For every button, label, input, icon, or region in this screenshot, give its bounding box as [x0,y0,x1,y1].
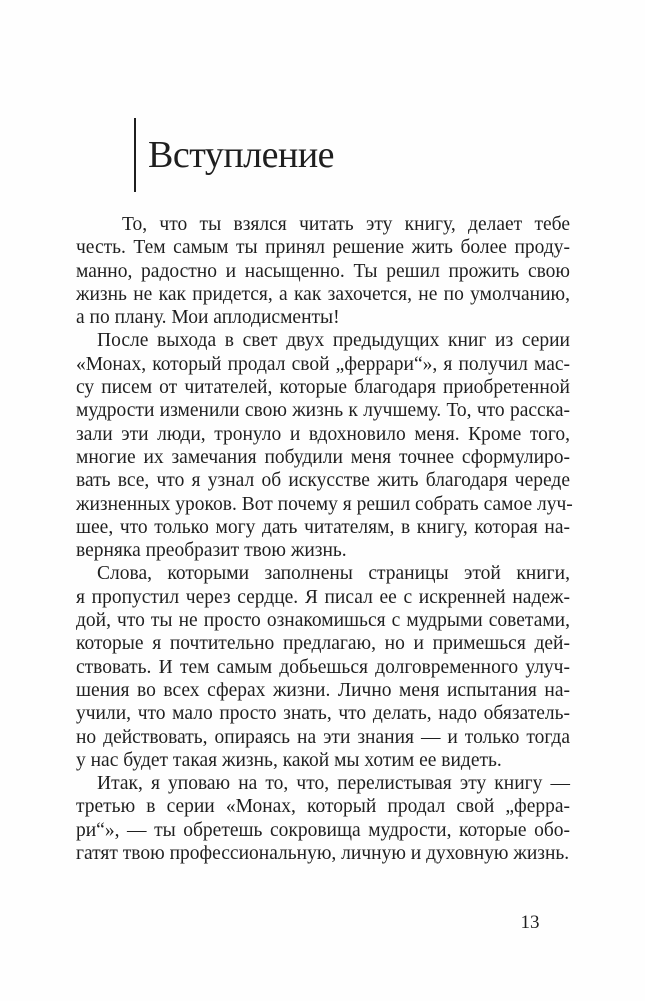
page-number: 13 [520,912,540,933]
text-line: То, что ты взялся читать эту книгу, делает тебе [122,214,570,235]
text-line: ствовать. И тем самым добьешься долговременного улуч- [76,656,570,678]
text-line: После выхода в свет двух предыдущих книг из серии [97,330,570,352]
paragraph [76,329,573,562]
text-line: третью в серии «Монах, который продал свой „ферра- [76,796,570,818]
paragraph [76,562,570,772]
text-line: но действовать, опираясь на эти знания — и только тогда [76,726,570,748]
text-line: ри“», — ты обретешь сокровища мудрости, которые обо- [76,819,570,841]
text-line: мудрости изменили свою жизнь к лучшему. То, что расска- [76,400,570,422]
text-line: учили, что мало просто знать, что делать, надо обязатель- [76,703,570,725]
text-line: шее, что только могу дать читателям, в книгу, которая на- [76,516,570,538]
text-line: верняка преобразит твою жизнь. [76,540,347,562]
chapter-heading [134,118,334,192]
text-line: вать все, что я узнал об искусстве жить благодаря череде [76,470,570,492]
text-line: Слова, которыми заполнены страницы этой книги, [97,563,570,585]
text-line: жизненных уроков. Вот почему я решил собрать самое луч- [76,493,573,515]
text-line: манно, радостно и насыщенно. Ты решил прожить свою [76,260,570,282]
text-line: многие их замечания побудили меня точнее сформулиро- [76,446,570,468]
text-line: я пропустил через сердце. Я писал ее с искренней надеж- [76,586,570,608]
text-line: дой, что ты не просто ознакомишься с мудрыми советами, [76,610,570,632]
text-line: су писем от читателей, которые благодаря приобретенной [76,377,570,399]
text-line: а по плану. Мои аплодисменты! [76,307,340,329]
text-line: честь. Тем самым ты принял решение жить более проду- [76,237,570,259]
text-line: Итак, я уповаю на то, что, перелистывая эту книгу — [97,773,570,795]
text-line: которые я почтительно предлагаю, но и примешься дей- [76,633,570,655]
text-line: жизнь не как придется, а как захочется, не по умолчанию, [76,283,570,305]
text-line: гатят твою профессиональную, личную и духовную жизнь. [76,843,570,865]
text-line: у нас будет такая жизнь, какой мы хотим ее видеть. [76,749,502,771]
text-line: шения во всех сферах жизни. Лично меня испытания на- [76,679,570,701]
body-text [76,213,573,865]
text-line: зали эти люди, тронуло и вдохновило меня. Кроме того, [76,423,570,445]
chapter-title: Вступление [148,134,335,176]
paragraph [76,772,570,865]
paragraph [76,213,570,329]
text-line: «Монах, который продал свой „феррари“», я получил мас- [76,353,570,375]
